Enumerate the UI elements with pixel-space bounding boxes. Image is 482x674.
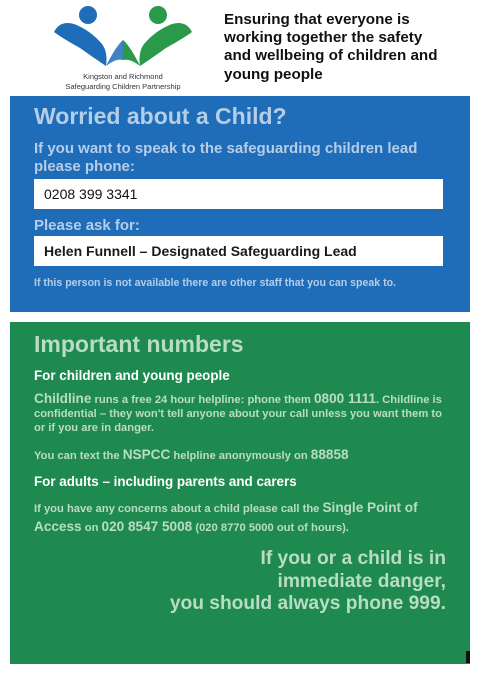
header: [0, 0, 482, 96]
logo-text-line2: Safeguarding Children Partnership: [65, 82, 181, 91]
availability-note: If this person is not available there are other staff that you can speak to.: [34, 277, 397, 289]
tagline: [224, 11, 474, 84]
childline-name: Childline: [34, 391, 92, 406]
emergency-line: If you or a child is in: [260, 548, 446, 569]
tagline-line: working together the safety: [224, 29, 423, 47]
nspcc-text-b: helpline anonymously on: [170, 450, 311, 462]
childline-number[interactable]: 0800 1111: [313, 391, 376, 406]
spa-text-a: If you have any concerns about a child please call the: [34, 503, 323, 515]
adults-heading: For adults – including parents and carers: [34, 474, 297, 489]
nspcc-number[interactable]: 88858: [310, 447, 349, 462]
childline-text: [34, 392, 454, 435]
spa-text-b: on: [81, 522, 102, 534]
spa-text-c: (020 8770 5000 out of hours).: [192, 522, 349, 534]
nspcc-name: NSPCC: [122, 447, 171, 462]
children-heading: For children and young people: [34, 368, 230, 383]
tagline-line: and wellbeing of children and: [224, 47, 438, 65]
emergency-line: you should always phone 999.: [169, 593, 446, 614]
nspcc-text-a: You can text the: [34, 450, 123, 462]
phone-number-box[interactable]: 0208 399 3341: [34, 179, 443, 209]
safeguarding-lead-box: Helen Funnell – Designated Safeguarding Lead: [34, 236, 443, 266]
hearts-logo-icon: [50, 2, 196, 70]
panel-title: Worried about a Child?: [34, 103, 287, 129]
childline-text-a: runs a free 24 hour helpline: phone them: [91, 394, 314, 406]
worried-about-child-panel: [10, 96, 470, 312]
phone-intro-text: If you want to speak to the safeguarding children lead please phone:: [34, 140, 418, 175]
corner-mark: [466, 651, 470, 663]
spa-number[interactable]: 020 8547 5008: [101, 519, 193, 534]
panel-title: Important numbers: [34, 331, 244, 357]
emergency-message: [116, 548, 446, 616]
logo-text-line1: Kingston and Richmond: [83, 72, 163, 81]
emergency-line: immediate danger,: [277, 570, 446, 592]
ask-for-label: Please ask for:: [34, 217, 140, 234]
spa-text: [34, 499, 454, 537]
spa-name: Single Point of Access: [34, 500, 418, 534]
tagline-line: Ensuring that everyone is: [224, 11, 410, 28]
kingston-richmond-logo: [38, 2, 208, 94]
tagline-line: young people: [224, 65, 323, 83]
nspcc-text: [34, 448, 454, 463]
childline-text-b: . Childline is confidential – they won't tell anyone about your call unless you want them to or if you are in danger.: [34, 394, 442, 434]
important-numbers-panel: [10, 322, 470, 664]
